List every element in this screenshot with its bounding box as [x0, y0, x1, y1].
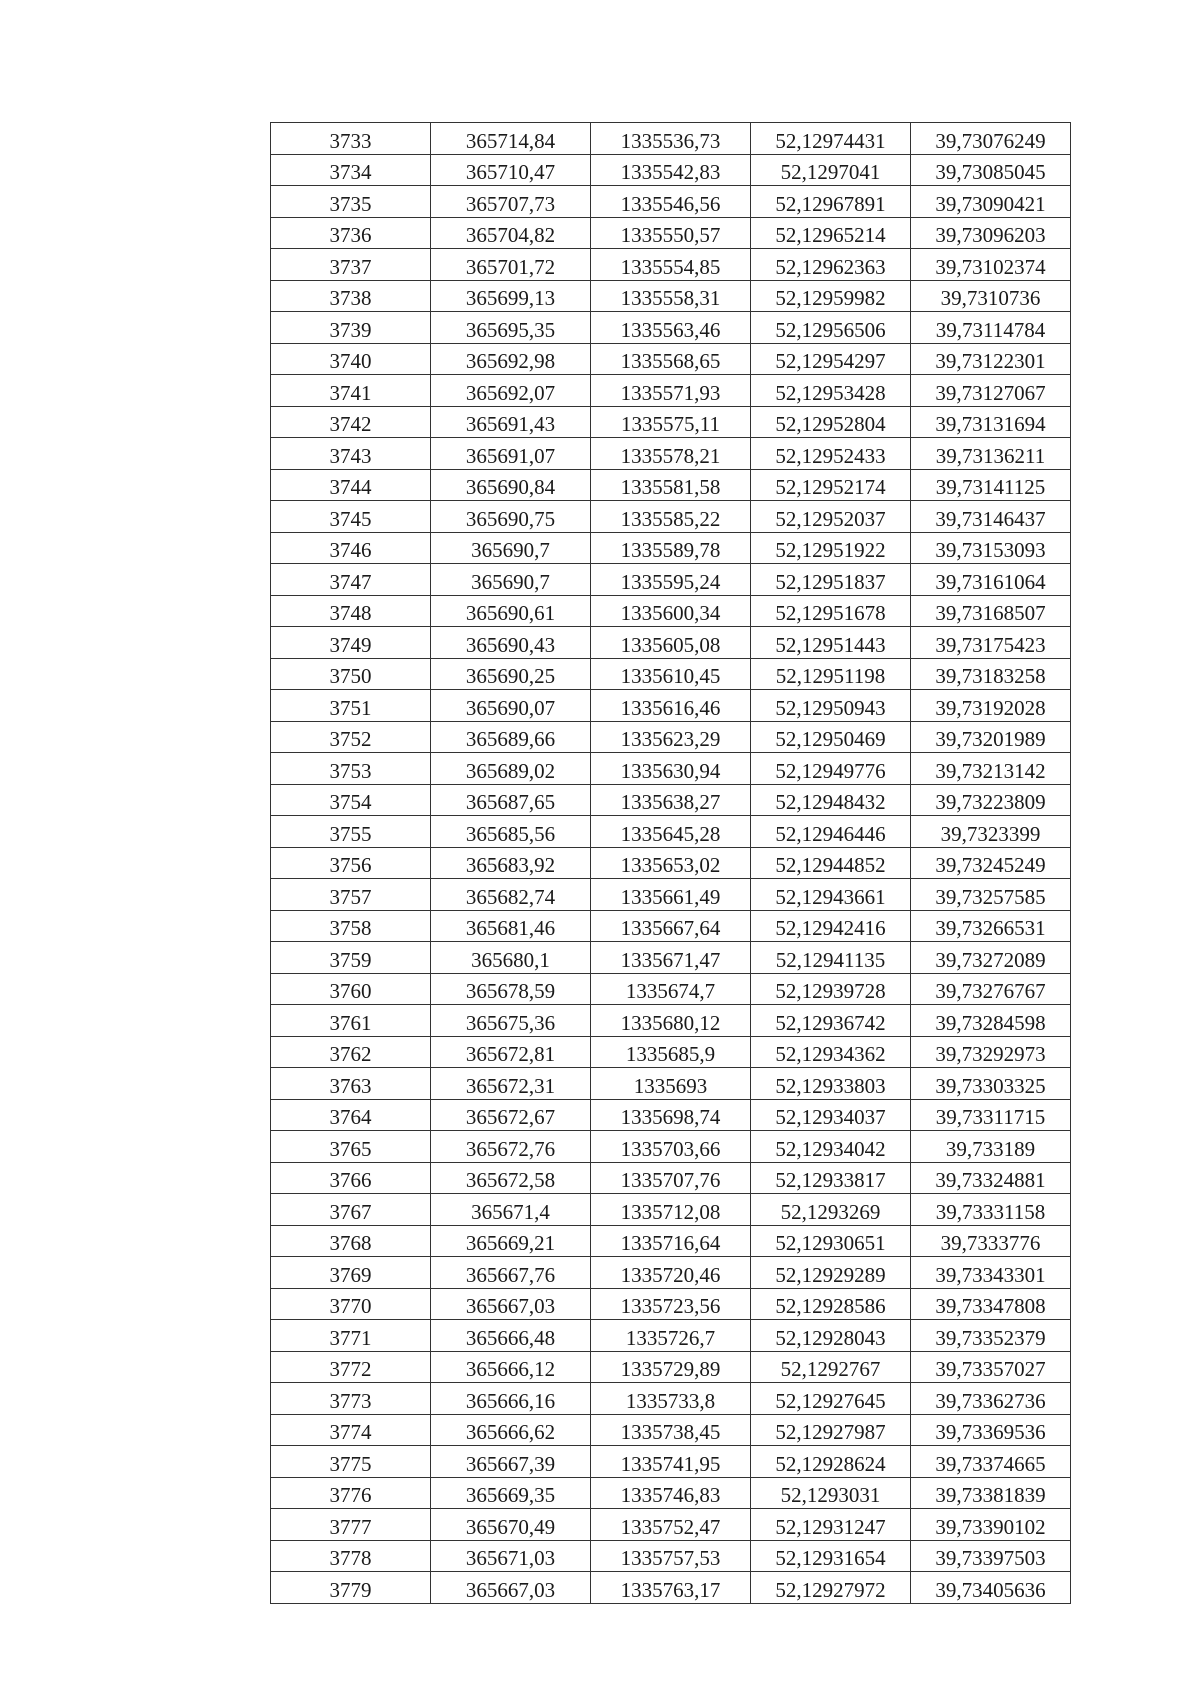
x-coordinate-cell: 365669,35	[431, 1477, 591, 1509]
table-row	[271, 375, 1071, 407]
y-coordinate-cell: 1335680,12	[591, 1005, 751, 1037]
longitude-cell: 39,73266531	[911, 910, 1071, 942]
point-number-cell: 3775	[271, 1446, 431, 1478]
x-coordinate-cell: 365666,16	[431, 1383, 591, 1415]
table-row	[271, 816, 1071, 848]
table-row	[271, 564, 1071, 596]
x-coordinate-cell: 365667,39	[431, 1446, 591, 1478]
table-row	[271, 1414, 1071, 1446]
longitude-cell: 39,73161064	[911, 564, 1071, 596]
point-number-cell: 3753	[271, 753, 431, 785]
latitude-cell: 52,12941135	[751, 942, 911, 974]
longitude-cell: 39,73331158	[911, 1194, 1071, 1226]
latitude-cell: 52,1292767	[751, 1351, 911, 1383]
longitude-cell: 39,73223809	[911, 784, 1071, 816]
x-coordinate-cell: 365670,49	[431, 1509, 591, 1541]
point-number-cell: 3739	[271, 312, 431, 344]
latitude-cell: 52,12943661	[751, 879, 911, 911]
longitude-cell: 39,73201989	[911, 721, 1071, 753]
table-row	[271, 186, 1071, 218]
y-coordinate-cell: 1335752,47	[591, 1509, 751, 1541]
y-coordinate-cell: 1335578,21	[591, 438, 751, 470]
y-coordinate-cell: 1335674,7	[591, 973, 751, 1005]
point-number-cell: 3778	[271, 1540, 431, 1572]
longitude-cell: 39,73303325	[911, 1068, 1071, 1100]
y-coordinate-cell: 1335720,46	[591, 1257, 751, 1289]
x-coordinate-cell: 365667,03	[431, 1572, 591, 1604]
x-coordinate-cell: 365690,7	[431, 564, 591, 596]
y-coordinate-cell: 1335575,11	[591, 406, 751, 438]
x-coordinate-cell: 365690,84	[431, 469, 591, 501]
x-coordinate-cell: 365689,66	[431, 721, 591, 753]
x-coordinate-cell: 365666,12	[431, 1351, 591, 1383]
y-coordinate-cell: 1335738,45	[591, 1414, 751, 1446]
x-coordinate-cell: 365687,65	[431, 784, 591, 816]
longitude-cell: 39,73096203	[911, 217, 1071, 249]
longitude-cell: 39,73141125	[911, 469, 1071, 501]
longitude-cell: 39,73357027	[911, 1351, 1071, 1383]
latitude-cell: 52,12959982	[751, 280, 911, 312]
point-number-cell: 3743	[271, 438, 431, 470]
y-coordinate-cell: 1335558,31	[591, 280, 751, 312]
x-coordinate-cell: 365690,25	[431, 658, 591, 690]
table-row	[271, 1068, 1071, 1100]
y-coordinate-cell: 1335554,85	[591, 249, 751, 281]
table-row	[271, 879, 1071, 911]
x-coordinate-cell: 365667,76	[431, 1257, 591, 1289]
y-coordinate-cell: 1335563,46	[591, 312, 751, 344]
x-coordinate-cell: 365675,36	[431, 1005, 591, 1037]
y-coordinate-cell: 1335589,78	[591, 532, 751, 564]
latitude-cell: 52,12952804	[751, 406, 911, 438]
longitude-cell: 39,73397503	[911, 1540, 1071, 1572]
x-coordinate-cell: 365666,62	[431, 1414, 591, 1446]
longitude-cell: 39,73324881	[911, 1162, 1071, 1194]
x-coordinate-cell: 365701,72	[431, 249, 591, 281]
coordinates-table-body	[271, 123, 1071, 1604]
y-coordinate-cell: 1335729,89	[591, 1351, 751, 1383]
table-row	[271, 1162, 1071, 1194]
latitude-cell: 52,12946446	[751, 816, 911, 848]
x-coordinate-cell: 365672,67	[431, 1099, 591, 1131]
latitude-cell: 52,12929289	[751, 1257, 911, 1289]
table-row	[271, 154, 1071, 186]
point-number-cell: 3766	[271, 1162, 431, 1194]
latitude-cell: 52,12949776	[751, 753, 911, 785]
table-row	[271, 1572, 1071, 1604]
longitude-cell: 39,73153093	[911, 532, 1071, 564]
y-coordinate-cell: 1335757,53	[591, 1540, 751, 1572]
latitude-cell: 52,12928624	[751, 1446, 911, 1478]
x-coordinate-cell: 365707,73	[431, 186, 591, 218]
y-coordinate-cell: 1335746,83	[591, 1477, 751, 1509]
longitude-cell: 39,73192028	[911, 690, 1071, 722]
latitude-cell: 52,12936742	[751, 1005, 911, 1037]
y-coordinate-cell: 1335763,17	[591, 1572, 751, 1604]
x-coordinate-cell: 365689,02	[431, 753, 591, 785]
y-coordinate-cell: 1335605,08	[591, 627, 751, 659]
x-coordinate-cell: 365672,81	[431, 1036, 591, 1068]
longitude-cell: 39,73085045	[911, 154, 1071, 186]
y-coordinate-cell: 1335667,64	[591, 910, 751, 942]
table-row	[271, 438, 1071, 470]
y-coordinate-cell: 1335726,7	[591, 1320, 751, 1352]
latitude-cell: 52,12952037	[751, 501, 911, 533]
y-coordinate-cell: 1335610,45	[591, 658, 751, 690]
latitude-cell: 52,12951198	[751, 658, 911, 690]
longitude-cell: 39,73369536	[911, 1414, 1071, 1446]
point-number-cell: 3752	[271, 721, 431, 753]
x-coordinate-cell: 365695,35	[431, 312, 591, 344]
x-coordinate-cell: 365678,59	[431, 973, 591, 1005]
latitude-cell: 52,12931654	[751, 1540, 911, 1572]
longitude-cell: 39,73374665	[911, 1446, 1071, 1478]
y-coordinate-cell: 1335571,93	[591, 375, 751, 407]
longitude-cell: 39,73284598	[911, 1005, 1071, 1037]
table-row	[271, 217, 1071, 249]
latitude-cell: 52,12951443	[751, 627, 911, 659]
point-number-cell: 3742	[271, 406, 431, 438]
point-number-cell: 3759	[271, 942, 431, 974]
longitude-cell: 39,7333776	[911, 1225, 1071, 1257]
table-row	[271, 1477, 1071, 1509]
longitude-cell: 39,73175423	[911, 627, 1071, 659]
x-coordinate-cell: 365714,84	[431, 123, 591, 155]
table-row	[271, 1540, 1071, 1572]
latitude-cell: 52,12967891	[751, 186, 911, 218]
table-row	[271, 753, 1071, 785]
table-row	[271, 532, 1071, 564]
y-coordinate-cell: 1335703,66	[591, 1131, 751, 1163]
latitude-cell: 52,12965214	[751, 217, 911, 249]
point-number-cell: 3747	[271, 564, 431, 596]
y-coordinate-cell: 1335671,47	[591, 942, 751, 974]
y-coordinate-cell: 1335542,83	[591, 154, 751, 186]
point-number-cell: 3738	[271, 280, 431, 312]
y-coordinate-cell: 1335733,8	[591, 1383, 751, 1415]
point-number-cell: 3758	[271, 910, 431, 942]
table-row	[271, 721, 1071, 753]
table-row	[271, 595, 1071, 627]
longitude-cell: 39,73183258	[911, 658, 1071, 690]
x-coordinate-cell: 365669,21	[431, 1225, 591, 1257]
longitude-cell: 39,73257585	[911, 879, 1071, 911]
point-number-cell: 3777	[271, 1509, 431, 1541]
point-number-cell: 3740	[271, 343, 431, 375]
table-row	[271, 1446, 1071, 1478]
y-coordinate-cell: 1335661,49	[591, 879, 751, 911]
point-number-cell: 3773	[271, 1383, 431, 1415]
longitude-cell: 39,73272089	[911, 942, 1071, 974]
table-row	[271, 1005, 1071, 1037]
x-coordinate-cell: 365710,47	[431, 154, 591, 186]
y-coordinate-cell: 1335568,65	[591, 343, 751, 375]
x-coordinate-cell: 365671,4	[431, 1194, 591, 1226]
y-coordinate-cell: 1335653,02	[591, 847, 751, 879]
x-coordinate-cell: 365690,43	[431, 627, 591, 659]
point-number-cell: 3760	[271, 973, 431, 1005]
table-row	[271, 249, 1071, 281]
point-number-cell: 3770	[271, 1288, 431, 1320]
x-coordinate-cell: 365672,31	[431, 1068, 591, 1100]
latitude-cell: 52,12927645	[751, 1383, 911, 1415]
table-row	[271, 784, 1071, 816]
y-coordinate-cell: 1335638,27	[591, 784, 751, 816]
latitude-cell: 52,12942416	[751, 910, 911, 942]
x-coordinate-cell: 365667,03	[431, 1288, 591, 1320]
point-number-cell: 3756	[271, 847, 431, 879]
y-coordinate-cell: 1335581,58	[591, 469, 751, 501]
table-row	[271, 1225, 1071, 1257]
longitude-cell: 39,73276767	[911, 973, 1071, 1005]
point-number-cell: 3735	[271, 186, 431, 218]
point-number-cell: 3746	[271, 532, 431, 564]
y-coordinate-cell: 1335536,73	[591, 123, 751, 155]
table-row	[271, 1383, 1071, 1415]
latitude-cell: 52,12934037	[751, 1099, 911, 1131]
y-coordinate-cell: 1335585,22	[591, 501, 751, 533]
latitude-cell: 52,12951678	[751, 595, 911, 627]
latitude-cell: 52,12939728	[751, 973, 911, 1005]
table-row	[271, 942, 1071, 974]
y-coordinate-cell: 1335623,29	[591, 721, 751, 753]
longitude-cell: 39,73090421	[911, 186, 1071, 218]
longitude-cell: 39,73311715	[911, 1099, 1071, 1131]
longitude-cell: 39,73245249	[911, 847, 1071, 879]
latitude-cell: 52,12948432	[751, 784, 911, 816]
point-number-cell: 3764	[271, 1099, 431, 1131]
point-number-cell: 3745	[271, 501, 431, 533]
x-coordinate-cell: 365680,1	[431, 942, 591, 974]
latitude-cell: 52,12950943	[751, 690, 911, 722]
latitude-cell: 52,12930651	[751, 1225, 911, 1257]
y-coordinate-cell: 1335600,34	[591, 595, 751, 627]
longitude-cell: 39,7310736	[911, 280, 1071, 312]
x-coordinate-cell: 365685,56	[431, 816, 591, 848]
longitude-cell: 39,73362736	[911, 1383, 1071, 1415]
table-row	[271, 343, 1071, 375]
point-number-cell: 3754	[271, 784, 431, 816]
table-row	[271, 123, 1071, 155]
point-number-cell: 3774	[271, 1414, 431, 1446]
table-row	[271, 847, 1071, 879]
point-number-cell: 3737	[271, 249, 431, 281]
longitude-cell: 39,73114784	[911, 312, 1071, 344]
y-coordinate-cell: 1335546,56	[591, 186, 751, 218]
table-row	[271, 1257, 1071, 1289]
latitude-cell: 52,12944852	[751, 847, 911, 879]
point-number-cell: 3768	[271, 1225, 431, 1257]
latitude-cell: 52,12952433	[751, 438, 911, 470]
table-row	[271, 501, 1071, 533]
table-row	[271, 1320, 1071, 1352]
table-row	[271, 690, 1071, 722]
point-number-cell: 3757	[271, 879, 431, 911]
table-row	[271, 1351, 1071, 1383]
latitude-cell: 52,12933803	[751, 1068, 911, 1100]
x-coordinate-cell: 365672,76	[431, 1131, 591, 1163]
x-coordinate-cell: 365704,82	[431, 217, 591, 249]
longitude-cell: 39,73102374	[911, 249, 1071, 281]
table-row	[271, 658, 1071, 690]
point-number-cell: 3761	[271, 1005, 431, 1037]
x-coordinate-cell: 365666,48	[431, 1320, 591, 1352]
x-coordinate-cell: 365672,58	[431, 1162, 591, 1194]
latitude-cell: 52,12953428	[751, 375, 911, 407]
x-coordinate-cell: 365681,46	[431, 910, 591, 942]
point-number-cell: 3776	[271, 1477, 431, 1509]
point-number-cell: 3765	[271, 1131, 431, 1163]
x-coordinate-cell: 365699,13	[431, 280, 591, 312]
latitude-cell: 52,1297041	[751, 154, 911, 186]
x-coordinate-cell: 365690,07	[431, 690, 591, 722]
longitude-cell: 39,73343301	[911, 1257, 1071, 1289]
x-coordinate-cell: 365671,03	[431, 1540, 591, 1572]
x-coordinate-cell: 365690,61	[431, 595, 591, 627]
point-number-cell: 3771	[271, 1320, 431, 1352]
x-coordinate-cell: 365692,98	[431, 343, 591, 375]
y-coordinate-cell: 1335741,95	[591, 1446, 751, 1478]
latitude-cell: 52,12927972	[751, 1572, 911, 1604]
latitude-cell: 52,12951922	[751, 532, 911, 564]
latitude-cell: 52,12952174	[751, 469, 911, 501]
point-number-cell: 3734	[271, 154, 431, 186]
longitude-cell: 39,73168507	[911, 595, 1071, 627]
x-coordinate-cell: 365690,75	[431, 501, 591, 533]
longitude-cell: 39,73136211	[911, 438, 1071, 470]
point-number-cell: 3762	[271, 1036, 431, 1068]
latitude-cell: 52,12927987	[751, 1414, 911, 1446]
y-coordinate-cell: 1335712,08	[591, 1194, 751, 1226]
table-row	[271, 973, 1071, 1005]
table-row	[271, 312, 1071, 344]
latitude-cell: 52,12950469	[751, 721, 911, 753]
longitude-cell: 39,73347808	[911, 1288, 1071, 1320]
latitude-cell: 52,12928586	[751, 1288, 911, 1320]
coordinates-table	[270, 122, 1071, 1604]
x-coordinate-cell: 365690,7	[431, 532, 591, 564]
point-number-cell: 3751	[271, 690, 431, 722]
latitude-cell: 52,12931247	[751, 1509, 911, 1541]
y-coordinate-cell: 1335698,74	[591, 1099, 751, 1131]
table-row	[271, 1509, 1071, 1541]
point-number-cell: 3733	[271, 123, 431, 155]
longitude-cell: 39,733189	[911, 1131, 1071, 1163]
table-row	[271, 280, 1071, 312]
y-coordinate-cell: 1335595,24	[591, 564, 751, 596]
point-number-cell: 3744	[271, 469, 431, 501]
longitude-cell: 39,73405636	[911, 1572, 1071, 1604]
point-number-cell: 3741	[271, 375, 431, 407]
point-number-cell: 3736	[271, 217, 431, 249]
y-coordinate-cell: 1335707,76	[591, 1162, 751, 1194]
x-coordinate-cell: 365691,07	[431, 438, 591, 470]
y-coordinate-cell: 1335550,57	[591, 217, 751, 249]
latitude-cell: 52,12962363	[751, 249, 911, 281]
table-row	[271, 1194, 1071, 1226]
x-coordinate-cell: 365692,07	[431, 375, 591, 407]
y-coordinate-cell: 1335716,64	[591, 1225, 751, 1257]
longitude-cell: 39,73146437	[911, 501, 1071, 533]
point-number-cell: 3779	[271, 1572, 431, 1604]
y-coordinate-cell: 1335630,94	[591, 753, 751, 785]
point-number-cell: 3767	[271, 1194, 431, 1226]
longitude-cell: 39,73076249	[911, 123, 1071, 155]
y-coordinate-cell: 1335693	[591, 1068, 751, 1100]
table-row	[271, 1131, 1071, 1163]
latitude-cell: 52,12933817	[751, 1162, 911, 1194]
longitude-cell: 39,73352379	[911, 1320, 1071, 1352]
latitude-cell: 52,12954297	[751, 343, 911, 375]
x-coordinate-cell: 365683,92	[431, 847, 591, 879]
point-number-cell: 3772	[271, 1351, 431, 1383]
x-coordinate-cell: 365682,74	[431, 879, 591, 911]
latitude-cell: 52,12934042	[751, 1131, 911, 1163]
point-number-cell: 3755	[271, 816, 431, 848]
latitude-cell: 52,1293269	[751, 1194, 911, 1226]
latitude-cell: 52,12951837	[751, 564, 911, 596]
longitude-cell: 39,73131694	[911, 406, 1071, 438]
table-row	[271, 1036, 1071, 1068]
latitude-cell: 52,12956506	[751, 312, 911, 344]
point-number-cell: 3769	[271, 1257, 431, 1289]
point-number-cell: 3748	[271, 595, 431, 627]
longitude-cell: 39,73127067	[911, 375, 1071, 407]
point-number-cell: 3749	[271, 627, 431, 659]
longitude-cell: 39,73381839	[911, 1477, 1071, 1509]
x-coordinate-cell: 365691,43	[431, 406, 591, 438]
y-coordinate-cell: 1335645,28	[591, 816, 751, 848]
latitude-cell: 52,12974431	[751, 123, 911, 155]
table-row	[271, 469, 1071, 501]
longitude-cell: 39,73122301	[911, 343, 1071, 375]
table-row	[271, 1288, 1071, 1320]
longitude-cell: 39,73390102	[911, 1509, 1071, 1541]
table-row	[271, 1099, 1071, 1131]
y-coordinate-cell: 1335685,9	[591, 1036, 751, 1068]
latitude-cell: 52,12934362	[751, 1036, 911, 1068]
latitude-cell: 52,1293031	[751, 1477, 911, 1509]
longitude-cell: 39,7323399	[911, 816, 1071, 848]
point-number-cell: 3763	[271, 1068, 431, 1100]
table-row	[271, 627, 1071, 659]
longitude-cell: 39,73292973	[911, 1036, 1071, 1068]
table-row	[271, 910, 1071, 942]
y-coordinate-cell: 1335616,46	[591, 690, 751, 722]
latitude-cell: 52,12928043	[751, 1320, 911, 1352]
longitude-cell: 39,73213142	[911, 753, 1071, 785]
point-number-cell: 3750	[271, 658, 431, 690]
table-row	[271, 406, 1071, 438]
y-coordinate-cell: 1335723,56	[591, 1288, 751, 1320]
